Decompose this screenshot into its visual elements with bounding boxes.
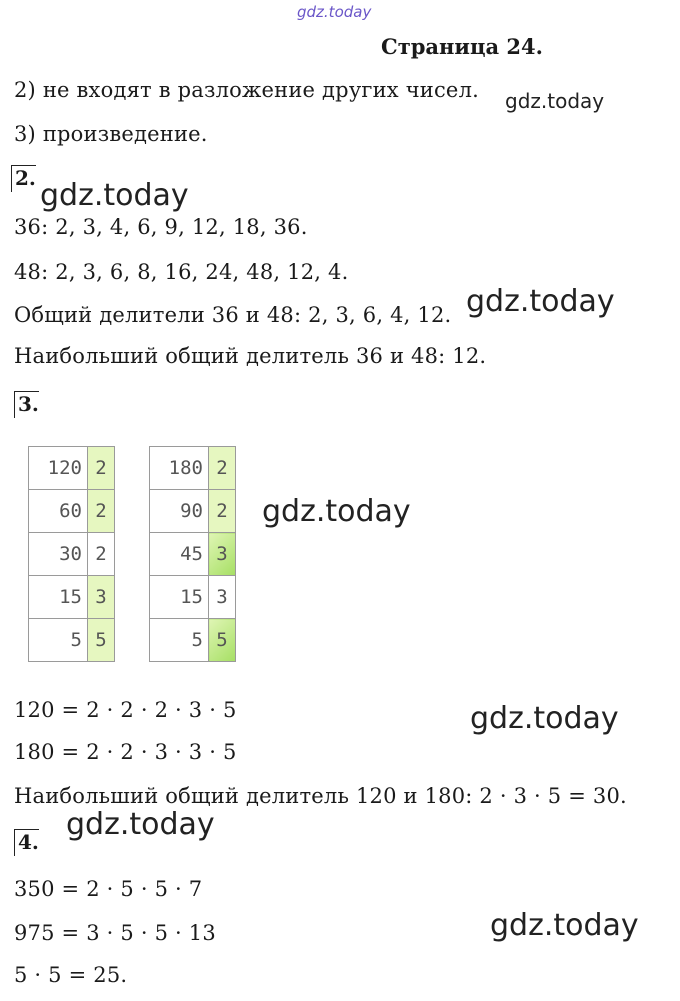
table-cell-number: 15 [29, 576, 88, 619]
table-cell-divisor: 5 [88, 619, 115, 662]
task2-line4: Наибольший общий делитель 36 и 48: 12. [14, 344, 487, 368]
table-cell-number: 180 [150, 447, 209, 490]
table-cell-divisor: 3 [88, 576, 115, 619]
table-cell-number: 60 [29, 490, 88, 533]
table-cell-number: 120 [29, 447, 88, 490]
table-row [29, 447, 115, 490]
table-cell-number: 90 [150, 490, 209, 533]
task4-line2: 975 = 3 · 5 · 5 · 13 [14, 921, 216, 945]
task1-line3: 3) произведение. [14, 122, 208, 146]
table-row [150, 619, 236, 662]
task4-number: 4. [14, 829, 39, 856]
task2-line3: Общий делители 36 и 48: 2, 3, 6, 4, 12. [14, 303, 452, 327]
watermark: gdz.today [262, 494, 411, 529]
table-cell-number: 30 [29, 533, 88, 576]
task2-line1: 36: 2, 3, 4, 6, 9, 12, 18, 36. [14, 215, 308, 239]
table-cell-divisor: 2 [209, 447, 236, 490]
table-row [29, 533, 115, 576]
factor-table-120 [28, 446, 115, 662]
factor-table-180 [149, 446, 236, 662]
table-row [150, 490, 236, 533]
table-row [29, 619, 115, 662]
watermark: gdz.today [40, 178, 189, 213]
page-title: Страница 24. [381, 34, 543, 59]
table-cell-divisor: 3 [209, 533, 236, 576]
task1-line2: 2) не входят в разложение других чисел. [14, 78, 479, 102]
table-cell-divisor: 2 [88, 490, 115, 533]
table-cell-divisor: 2 [88, 533, 115, 576]
table-cell-number: 5 [29, 619, 88, 662]
watermark: gdz.today [505, 89, 605, 113]
table-cell-number: 15 [150, 576, 209, 619]
task2-number: 2. [11, 165, 36, 192]
watermark: gdz.today [470, 701, 619, 736]
task3-number: 3. [14, 391, 39, 418]
table-row [150, 576, 236, 619]
watermark: gdz.today [466, 284, 615, 319]
watermark: gdz.today [490, 908, 639, 943]
table-row [29, 490, 115, 533]
table-cell-divisor: 2 [209, 490, 236, 533]
task2-line2: 48: 2, 3, 6, 8, 16, 24, 48, 12, 4. [14, 260, 349, 284]
table-row [150, 447, 236, 490]
table-cell-divisor: 2 [88, 447, 115, 490]
table-cell-divisor: 5 [209, 619, 236, 662]
task4-line1: 350 = 2 · 5 · 5 · 7 [14, 877, 203, 901]
table-row [150, 533, 236, 576]
task3-line1: 120 = 2 · 2 · 2 · 3 · 5 [14, 698, 237, 722]
watermark-top: gdz.today [297, 3, 372, 21]
table-cell-number: 45 [150, 533, 209, 576]
task3-line3: Наибольший общий делитель 120 и 180: 2 · 3 · 5 = 30. [14, 784, 627, 808]
table-cell-divisor: 3 [209, 576, 236, 619]
watermark: gdz.today [66, 807, 215, 842]
task4-line3: 5 · 5 = 25. [14, 963, 128, 987]
table-row [29, 576, 115, 619]
task3-line2: 180 = 2 · 2 · 3 · 3 · 5 [14, 740, 237, 764]
table-cell-number: 5 [150, 619, 209, 662]
